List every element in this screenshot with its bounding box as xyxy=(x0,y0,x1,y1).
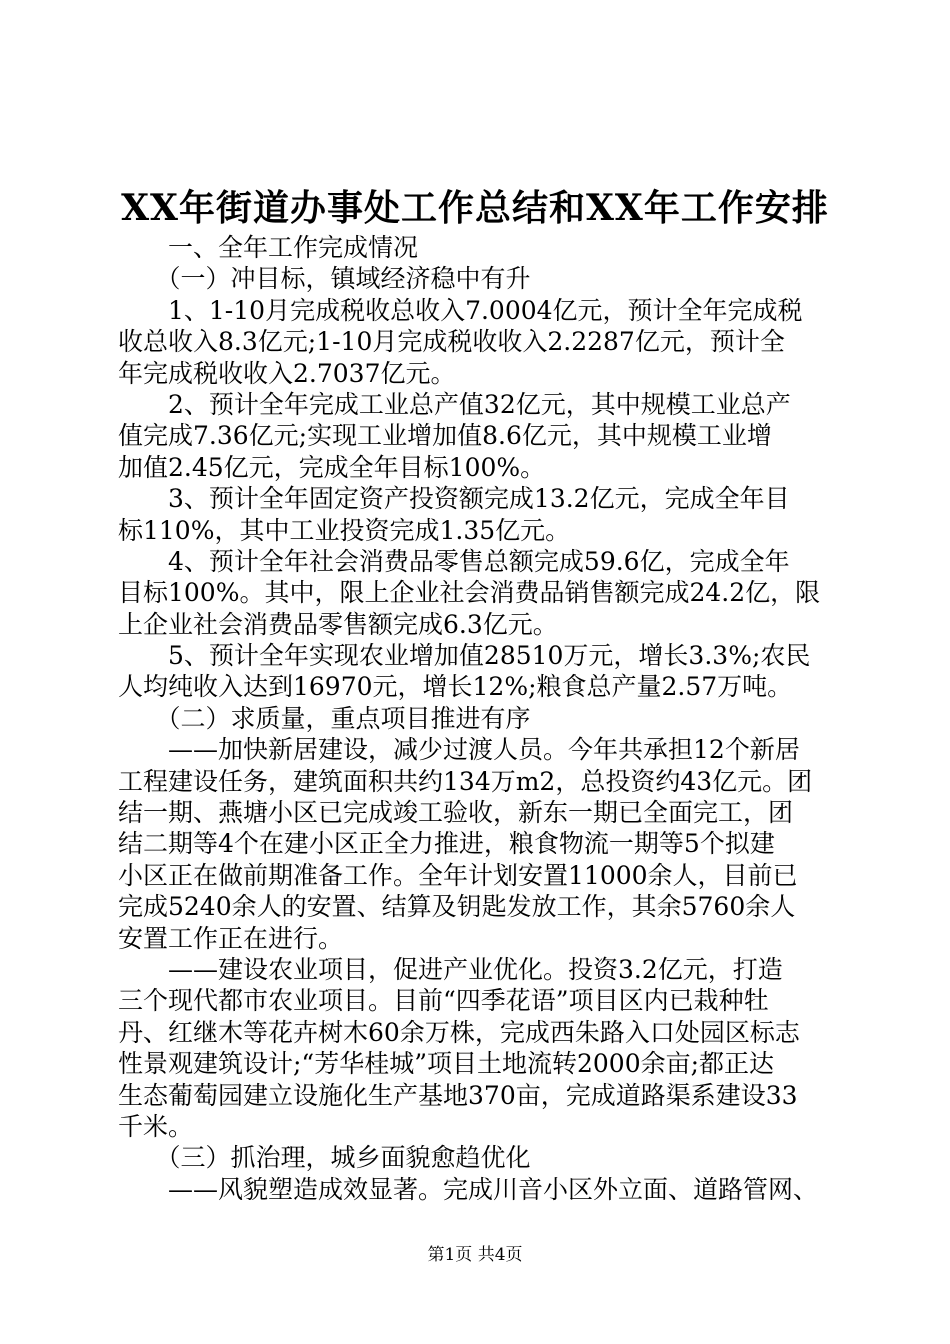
text-line: 三个现代都市农业项目。目前“四季花语”项目区内已栽种牡 xyxy=(118,986,769,1016)
text-line: 5、预计全年实现农业增加值28510万元，增长3.3%;农民 xyxy=(118,641,811,671)
text-line: 丹、红继木等花卉树木60余万株，完成西朱路入口处园区标志 xyxy=(118,1017,800,1047)
text-line: ——风貌塑造成效显著。完成川音小区外立面、道路管网、 xyxy=(118,1174,819,1204)
text-line: ——建设农业项目，促进产业优化。投资3.2亿元，打造 xyxy=(118,954,783,984)
text-line: （二）求质量，重点项目推进有序 xyxy=(118,703,531,733)
text-line: 值完成7.36亿元;实现工业增加值8.6亿元，其中规模工业增 xyxy=(118,421,772,451)
text-line: 结二期等4个在建小区正全力推进，粮食物流一期等5个拟建 xyxy=(118,829,775,859)
text-line: （一）冲目标，镇域经济稳中有升 xyxy=(118,264,531,294)
text-line: （三）抓治理，城乡面貌愈趋优化 xyxy=(118,1143,531,1173)
text-line: 小区正在做前期准备工作。全年计划安置11000余人，目前已 xyxy=(118,860,798,890)
text-line: 一、全年工作完成情况 xyxy=(118,233,419,262)
text-line: 完成5240余人的安置、结算及钥匙发放工作，其余5760余人 xyxy=(118,892,796,922)
page-footer: 第1页 共4页 xyxy=(427,1245,523,1265)
text-line: 人均纯收入达到16970元，增长12%;粮食总产量2.57万吨。 xyxy=(118,672,793,702)
text-line: 结一期、燕塘小区已完成竣工验收，新东一期已全面完工，团 xyxy=(118,798,794,828)
text-line: 加值2.45亿元，完成全年目标100%。 xyxy=(118,452,546,482)
text-line: 目标100%。其中，限上企业社会消费品销售额完成24.2亿，限 xyxy=(118,578,821,608)
text-line: 生态葡萄园建立设施化生产基地370亩，完成道路渠系建设33 xyxy=(118,1080,798,1110)
text-line: 工程建设任务，建筑面积共约134万m2，总投资约43亿元。团 xyxy=(118,766,813,796)
text-line: 千米。 xyxy=(118,1111,194,1141)
document-title: XX年街道办事处工作总结和XX年工作安排 xyxy=(121,187,829,229)
text-line: 收总收入8.3亿元;1-10月完成税收收入2.2287亿元，预计全 xyxy=(118,327,785,357)
document-body xyxy=(118,232,838,1205)
text-line: 年完成税收收入2.7037亿元。 xyxy=(118,358,456,388)
text-line: 1、1-10月完成税收总收入7.0004亿元，预计全年完成税 xyxy=(118,295,803,325)
text-line: 安置工作正在进行。 xyxy=(118,923,344,953)
text-line: ——加快新居建设，减少过渡人员。今年共承担12个新居 xyxy=(118,735,800,765)
text-line: 4、预计全年社会消费品零售总额完成59.6亿，完成全年 xyxy=(118,546,790,576)
text-line: 3、预计全年固定资产投资额完成13.2亿元，完成全年目 xyxy=(118,484,790,514)
text-line: 上企业社会消费品零售额完成6.3亿元。 xyxy=(118,609,558,639)
text-line: 2、预计全年完成工业总产值32亿元，其中规模工业总产 xyxy=(118,389,791,419)
text-line: 标110%，其中工业投资完成1.35亿元。 xyxy=(118,515,571,545)
text-line: 性景观建筑设计;“芳华桂城”项目土地流转2000余亩;都正达 xyxy=(118,1049,775,1079)
